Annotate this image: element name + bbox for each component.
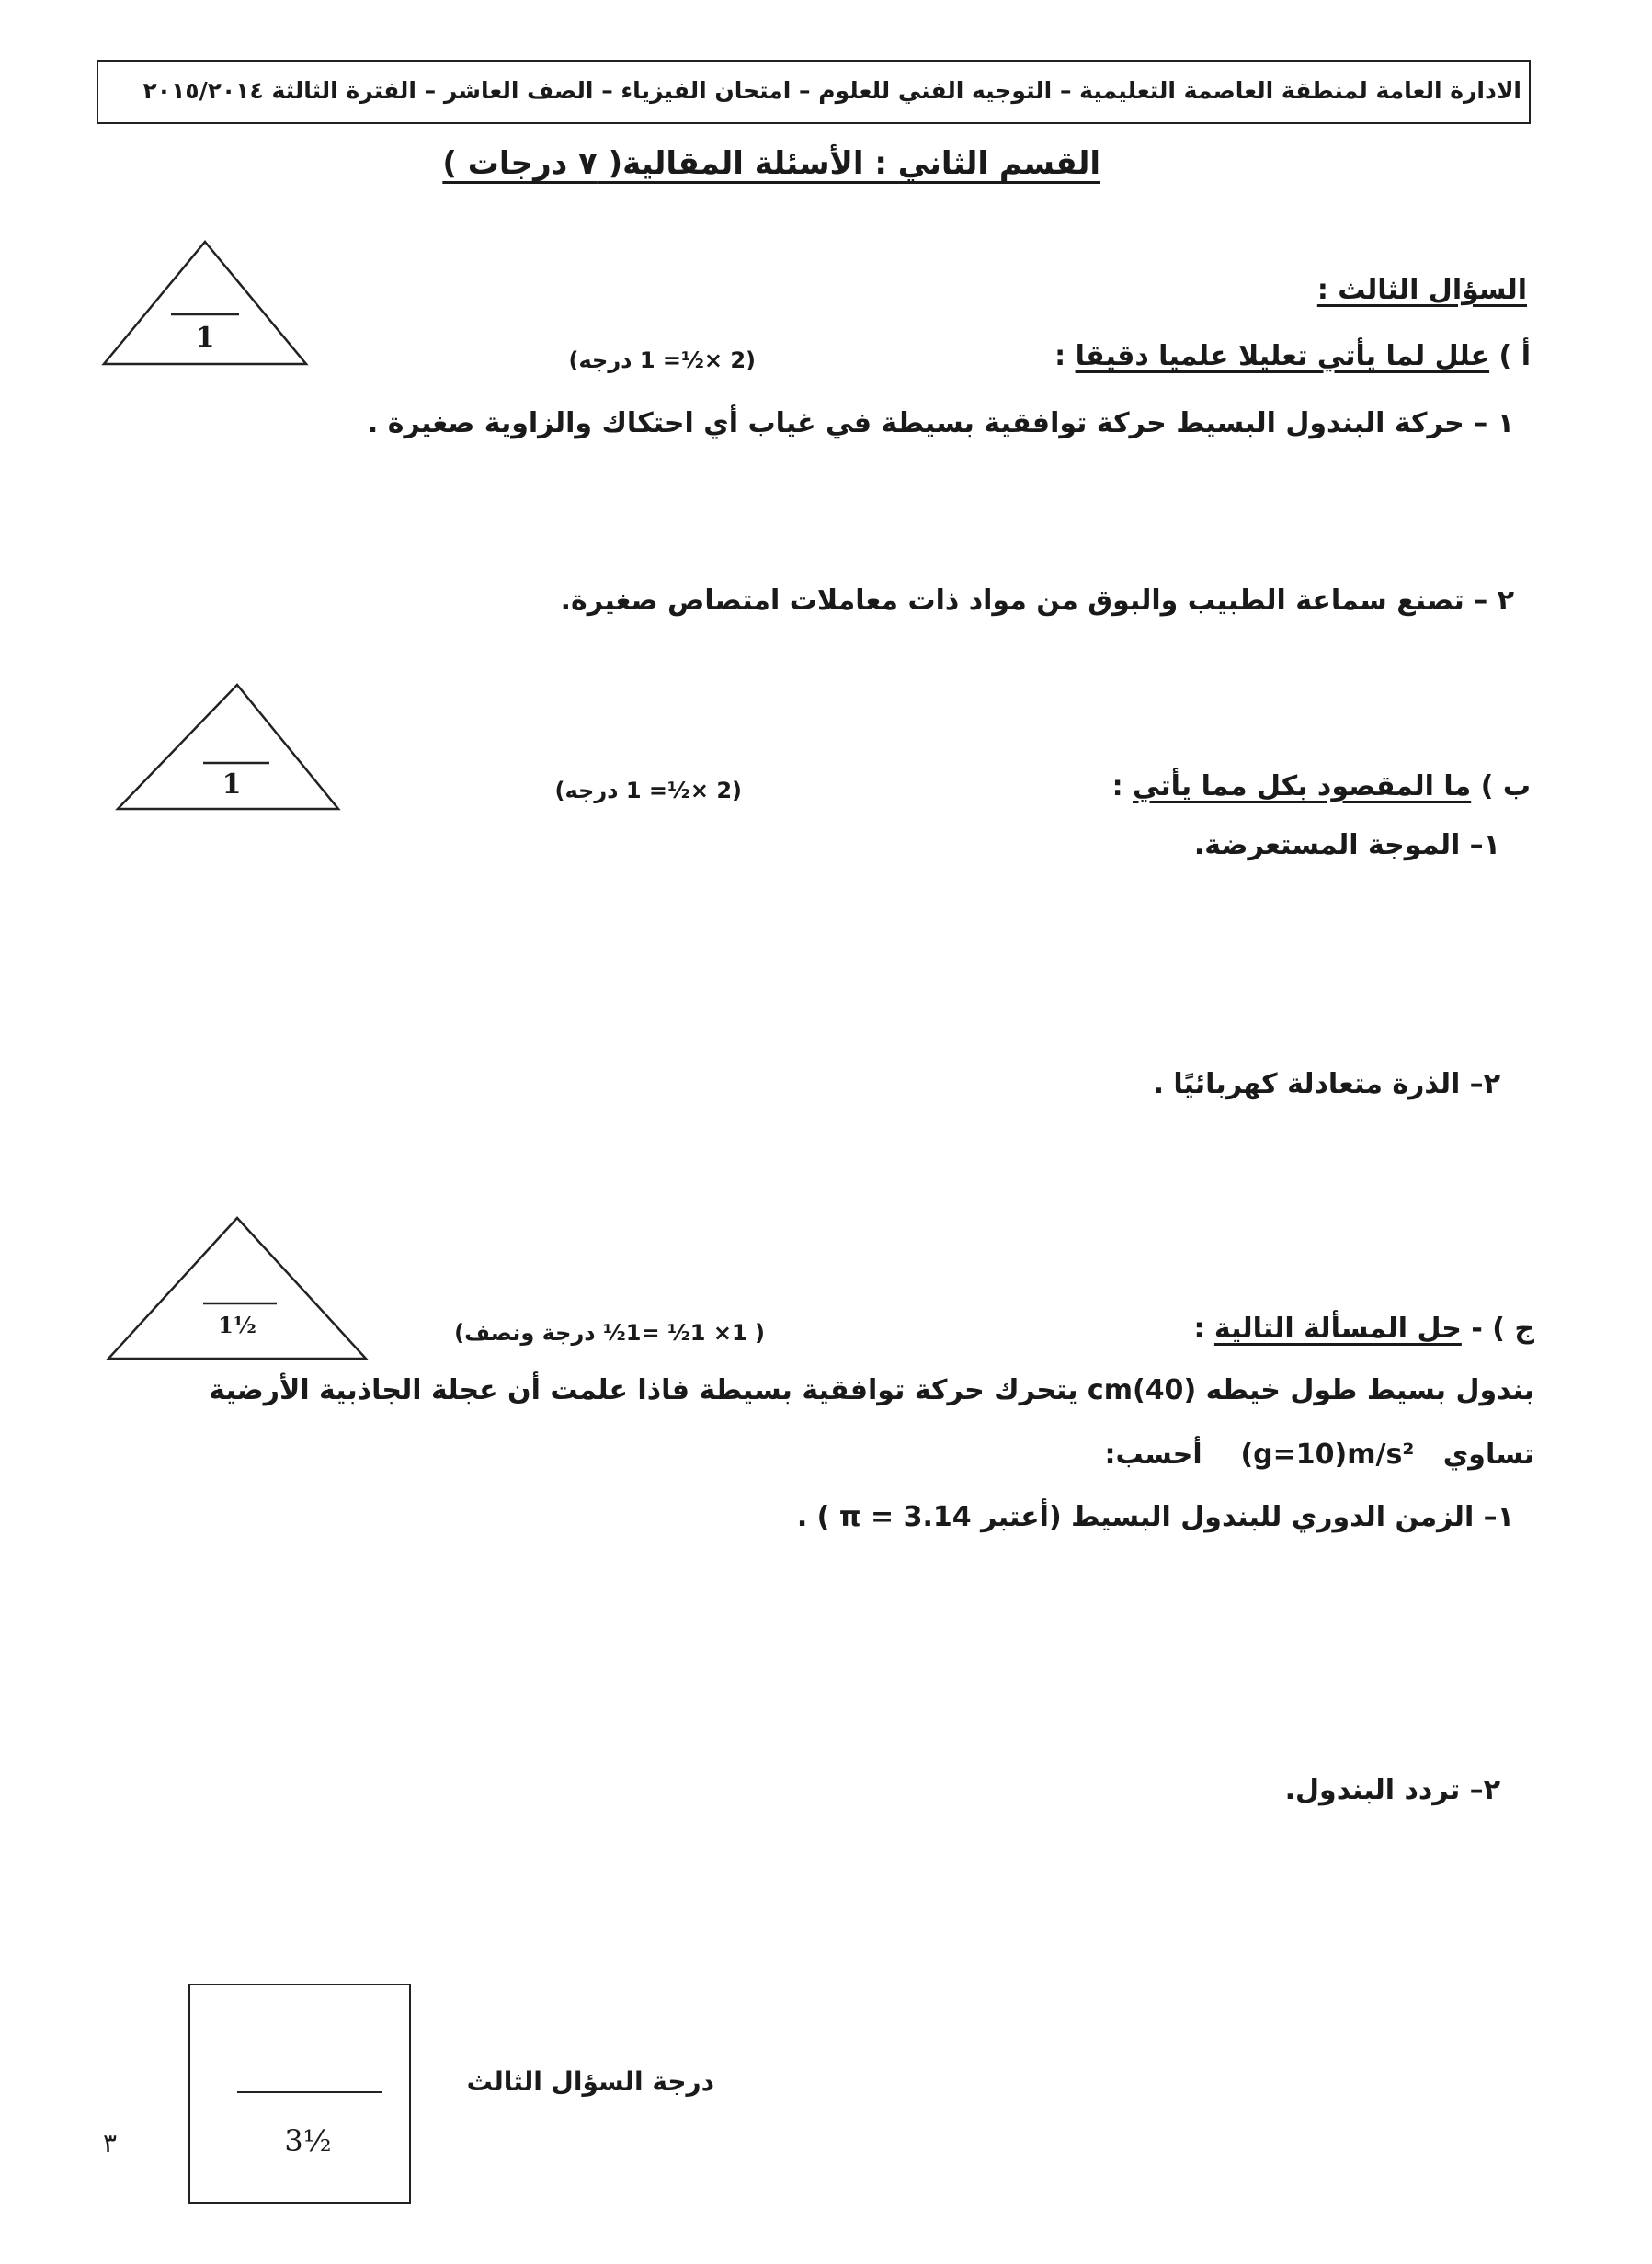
problem-line-2-prefix: تساوي bbox=[1442, 1439, 1534, 1471]
question-title: السؤال الثالث : bbox=[1316, 274, 1527, 306]
part-c-heading bbox=[1193, 1313, 1534, 1345]
part-c-item-2: ٢– تردد البندول. bbox=[1284, 1774, 1500, 1806]
part-a-label: أ ) bbox=[1498, 340, 1531, 372]
part-a-colon: : bbox=[1054, 340, 1066, 372]
part-a-marks: (2 ×½= 1 درجه) bbox=[568, 347, 756, 373]
total-score-line bbox=[237, 2091, 382, 2093]
part-c-colon: : bbox=[1193, 1313, 1205, 1345]
part-a-item-1: ١ – حركة البندول البسيط حركة توافقية بسيطة في غياب أي احتكاك والزاوية صغيرة . bbox=[367, 407, 1514, 439]
triangle-c-score: 1½ bbox=[218, 1312, 256, 1338]
part-b-instruction: ما المقصود بكل مما يأتي bbox=[1133, 770, 1472, 802]
total-score-box bbox=[188, 1984, 411, 2204]
exam-header: الادارة العامة لمنطقة العاصمة التعليمية – التوجيه الفني للعلوم – امتحان الفيزياء – الصف العاشر – الفترة الثالثة ٢٠١٥/٢٠١٤ bbox=[142, 77, 1521, 104]
score-triangle-c bbox=[104, 1213, 375, 1365]
part-b-item-2: ٢– الذرة متعادلة كهربائيًا . bbox=[1153, 1068, 1500, 1100]
gravity-value: (g=10)m/s² bbox=[1240, 1439, 1415, 1471]
problem-line-2 bbox=[1104, 1439, 1534, 1471]
part-c-label: ج ) - bbox=[1471, 1313, 1534, 1345]
page-number: ٣ bbox=[103, 2128, 118, 2158]
part-c-item-1: ١– الزمن الدوري للبندول البسيط (أعتبر π = 3.14 ) . bbox=[796, 1501, 1514, 1533]
part-b-label: ب ) bbox=[1480, 770, 1531, 802]
part-a-heading bbox=[1054, 340, 1531, 372]
problem-line-1: بندول بسيط طول خيطه (40)cm يتحرك حركة توافقية بسيطة فاذا علمت أن عجلة الجاذبية الأرضية bbox=[209, 1374, 1534, 1406]
total-score: 3½ bbox=[284, 2123, 332, 2158]
triangle-b-score: 1 bbox=[222, 768, 242, 801]
part-b-item-1: ١– الموجة المستعرضة. bbox=[1193, 829, 1500, 861]
part-c-instruction: حل المسألة التالية bbox=[1213, 1313, 1462, 1345]
part-b-marks: (2 ×½= 1 درجه) bbox=[554, 778, 742, 803]
part-a-item-2: ٢ – تصنع سماعة الطبيب والبوق من مواد ذات معاملات امتصاص صغيرة. bbox=[560, 585, 1514, 617]
part-c-marks: ( 1× 1½ =1½ درجة ونصف) bbox=[454, 1320, 765, 1346]
part-b-heading bbox=[1112, 770, 1531, 802]
part-b-colon: : bbox=[1111, 770, 1123, 802]
triangle-a-score: 1 bbox=[195, 322, 215, 354]
problem-line-2-suffix: أحسب: bbox=[1104, 1439, 1202, 1471]
part-a-instruction: علل لما يأتي تعليلا علميا دقيقا bbox=[1075, 340, 1490, 372]
section-title: القسم الثاني : الأسئلة المقالية( ٧ درجات ) bbox=[442, 145, 1100, 182]
total-label: درجة السؤال الثالث bbox=[466, 2066, 714, 2097]
